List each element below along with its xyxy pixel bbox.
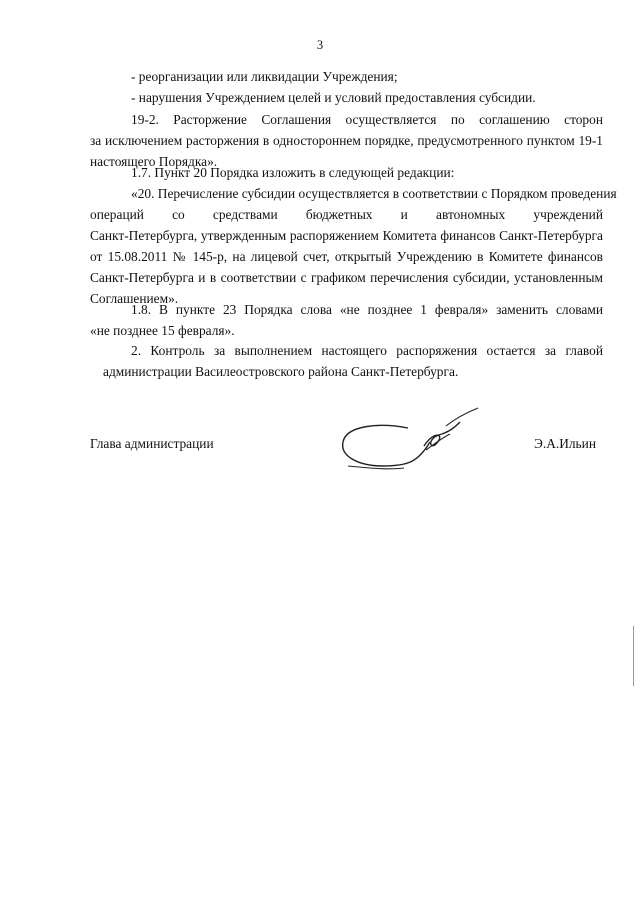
paragraph-20-line-4: от 15.08.2011 № 145-р, на лицевой счет, открытый Учреждению в Комитете финансов bbox=[90, 249, 603, 264]
paragraph-19-2-line-1: 19-2. Расторжение Соглашения осуществляется по соглашению сторон bbox=[131, 112, 603, 127]
scan-margin-mark bbox=[633, 626, 634, 686]
list-item-reorganization: - реорганизации или ликвидации Учреждения; bbox=[131, 69, 398, 84]
paragraph-20-line-1: «20. Перечисление субсидии осуществляется в соответствии с Порядком проведения bbox=[131, 186, 617, 201]
paragraph-1-7: 1.7. Пункт 20 Порядка изложить в следующей редакции: bbox=[131, 165, 455, 180]
paragraph-20-line-2: операций со средствами бюджетных и автономных учреждений bbox=[90, 207, 603, 222]
paragraph-20-line-5: Санкт-Петербурга и в соответствии с графиком перечисления субсидии, установленным bbox=[90, 270, 603, 285]
paragraph-20-line-3: Санкт-Петербурга, утвержденным распоряжением Комитета финансов Санкт-Петербурга bbox=[90, 228, 603, 243]
paragraph-2-line-2: администрации Василеостровского района Санкт-Петербурга. bbox=[103, 364, 459, 379]
handwritten-signature bbox=[338, 404, 488, 476]
paragraph-20-line-6: Соглашением». bbox=[90, 291, 179, 306]
signer-name: Э.А.Ильин bbox=[534, 436, 596, 451]
paragraph-2-line-1: 2. Контроль за выполнением настоящего распоряжения остается за главой bbox=[131, 343, 603, 358]
paragraph-19-2-line-2: за исключением расторжения в одностороннем порядке, предусмотренного пунктом 19-1 bbox=[90, 133, 603, 148]
paragraph-1-8-line-1: 1.8. В пункте 23 Порядка слова «не позднее 1 февраля» заменить словами bbox=[131, 302, 603, 317]
position-title: Глава администрации bbox=[90, 436, 214, 451]
list-item-violation: - нарушения Учреждением целей и условий предоставления субсидии. bbox=[131, 90, 536, 105]
paragraph-19-2-line-3: настоящего Порядка». bbox=[90, 154, 218, 169]
page-number: 3 bbox=[316, 38, 324, 52]
paragraph-1-8-line-2: «не позднее 15 февраля». bbox=[90, 323, 235, 338]
